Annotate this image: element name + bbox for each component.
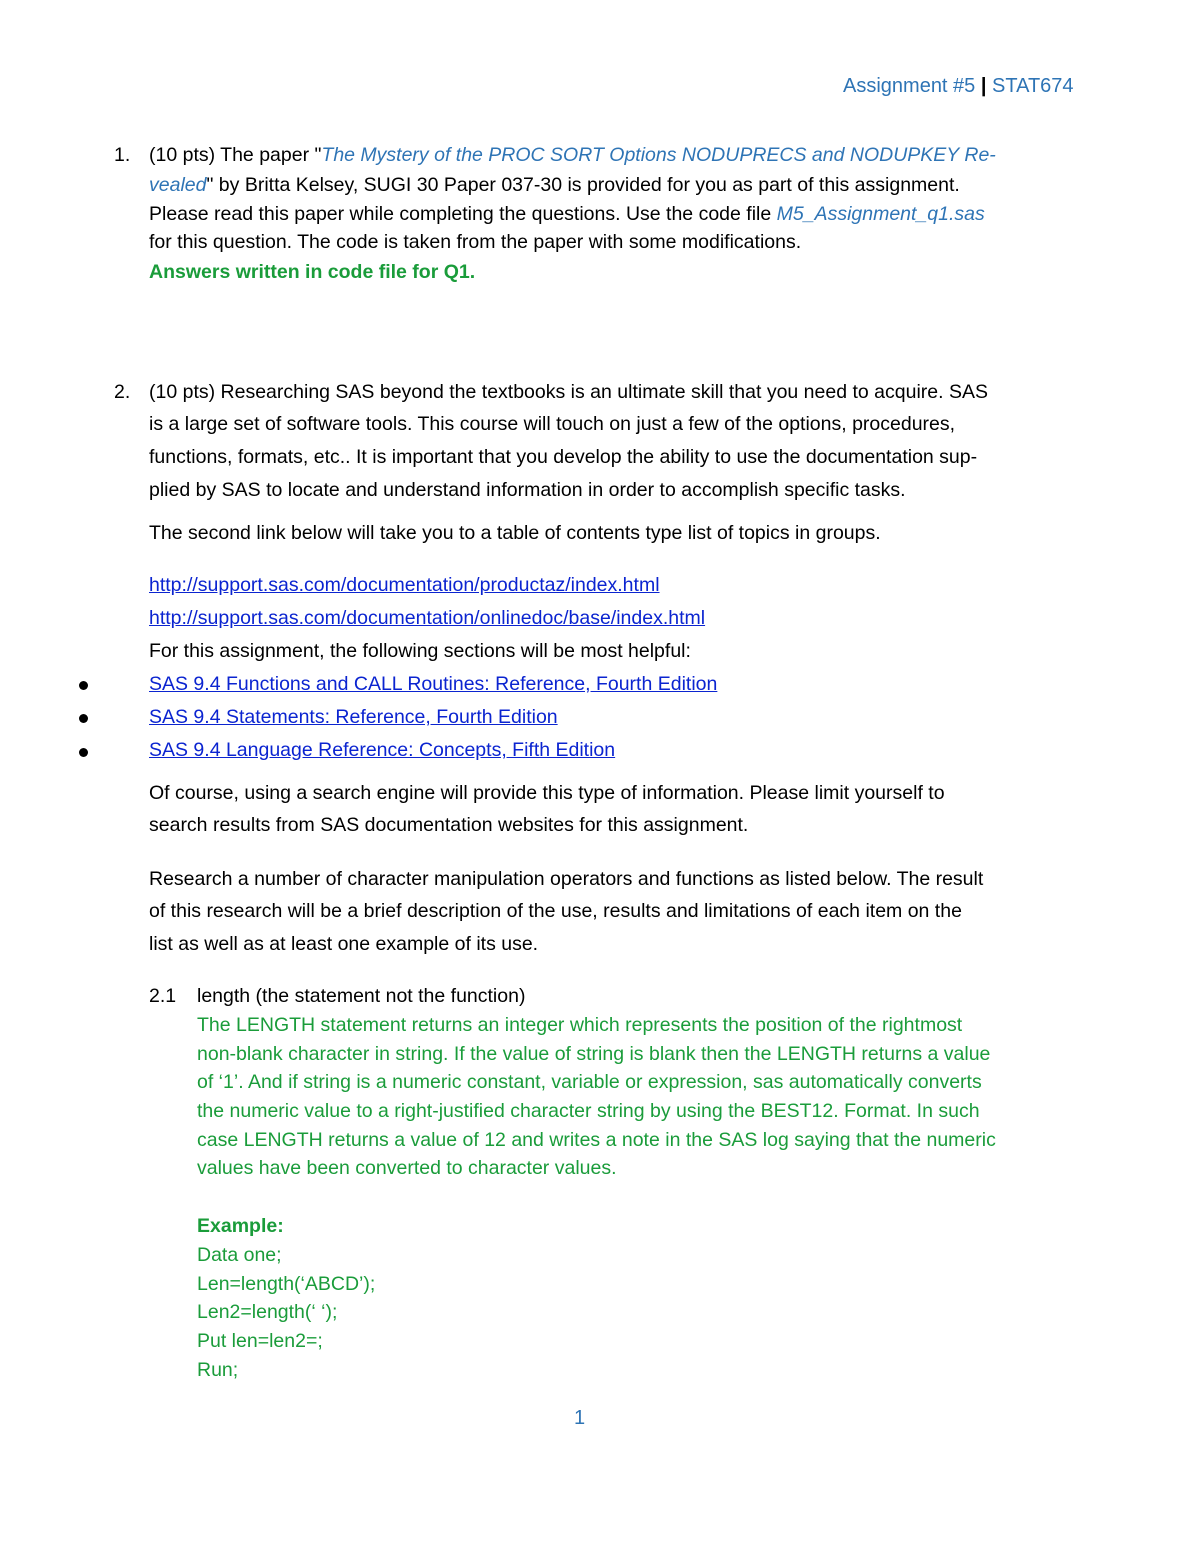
sub-answer-line-5: case LENGTH returns a value of 12 and writes a note in the SAS log saying that the numeric xyxy=(197,1129,996,1151)
q1-line-4: for this question. The code is taken from the paper with some modifications. xyxy=(149,231,802,253)
code-line-3: Len2=length(‘ ‘); xyxy=(197,1301,338,1323)
q1-paper-author: " by Britta Kelsey, SUGI 30 Paper 037-30 is provided for you as part of this assignment. xyxy=(206,174,960,196)
link-statements-reference[interactable]: SAS 9.4 Statements: Reference, Fourth Edition xyxy=(149,706,558,728)
code-line-4: Put len=len2=; xyxy=(197,1330,323,1352)
q2-p4-line-3: list as well as at least one example of its use. xyxy=(149,933,539,955)
q2-p4-line-2: of this research will be a brief description of the use, results and limitations of each item on the xyxy=(149,900,962,922)
q2-p3-line-1: Of course, using a search engine will provide this type of information. Please limit yourself to xyxy=(149,782,945,804)
q1-paper-title-part2: vealed xyxy=(149,174,207,196)
q2-sections-intro: For this assignment, the following sections will be most helpful: xyxy=(149,640,691,662)
q1-intro: (10 pts) The paper " xyxy=(149,144,322,166)
q1-code-file: M5_Assignment_q1.sas xyxy=(776,203,985,225)
q2-p1-line-1: (10 pts) Researching SAS beyond the textbooks is an ultimate skill that you need to acquire. SAS xyxy=(149,381,988,403)
code-line-5: Run; xyxy=(197,1359,239,1381)
q1-line-1 xyxy=(149,146,996,166)
header-separator: | xyxy=(980,75,987,97)
q2-p1-line-3: functions, formats, etc.. It is important that you develop the ability to use the documentation sup- xyxy=(149,446,978,468)
bullet-icon xyxy=(79,748,88,757)
q2-p1-line-4: plied by SAS to locate and understand information in order to accomplish specific tasks. xyxy=(149,479,906,501)
example-label: Example: xyxy=(197,1215,284,1237)
q2-number: 2. xyxy=(114,381,131,403)
q1-paper-title-part1: The Mystery of the PROC SORT Options NODUPRECS and NODUPKEY Re- xyxy=(321,144,996,166)
q1-line-3 xyxy=(149,205,985,225)
bullet-icon xyxy=(79,714,88,723)
q2-p3-line-2: search results from SAS documentation websites for this assignment. xyxy=(149,814,749,836)
q2-p1-line-2: is a large set of software tools. This course will touch on just a few of the options, procedures, xyxy=(149,413,956,435)
q1-answer: Answers written in code file for Q1. xyxy=(149,261,476,283)
page-header xyxy=(843,76,1074,96)
sub-answer-line-4: the numeric value to a right-justified character string by using the BEST12. Format. In such xyxy=(197,1100,980,1122)
header-title: Assignment #5 xyxy=(843,75,976,97)
q1-instruction: Please read this paper while completing the questions. Use the code file xyxy=(149,203,777,225)
q1-line-2 xyxy=(149,176,960,196)
sub-answer-line-6: values have been converted to character values. xyxy=(197,1157,617,1179)
subsection-number: 2.1 xyxy=(149,985,177,1007)
link-language-reference[interactable]: SAS 9.4 Language Reference: Concepts, Fifth Edition xyxy=(149,739,616,761)
sub-answer-line-3: of ‘1’. And if string is a numeric constant, variable or expression, sas automatically converts xyxy=(197,1071,982,1093)
subsection-title: length (the statement not the function) xyxy=(197,985,526,1007)
header-course: STAT674 xyxy=(992,75,1074,97)
page-number: 1 xyxy=(574,1407,586,1429)
link-base-onlinedoc[interactable]: http://support.sas.com/documentation/onlinedoc/base/index.html xyxy=(149,607,706,629)
link-functions-reference[interactable]: SAS 9.4 Functions and CALL Routines: Reference, Fourth Edition xyxy=(149,673,718,695)
code-line-2: Len=length(‘ABCD’); xyxy=(197,1273,376,1295)
q2-p2: The second link below will take you to a table of contents type list of topics in groups. xyxy=(149,522,881,544)
bullet-icon xyxy=(79,681,88,690)
code-line-1: Data one; xyxy=(197,1244,282,1266)
sub-answer-line-2: non-blank character in string. If the value of string is blank then the LENGTH returns a value xyxy=(197,1043,991,1065)
q1-number: 1. xyxy=(114,144,131,166)
sub-answer-line-1: The LENGTH statement returns an integer which represents the position of the rightmost xyxy=(197,1014,963,1036)
link-productaz[interactable]: http://support.sas.com/documentation/productaz/index.html xyxy=(149,574,660,596)
q2-p4-line-1: Research a number of character manipulation operators and functions as listed below. The result xyxy=(149,868,984,890)
